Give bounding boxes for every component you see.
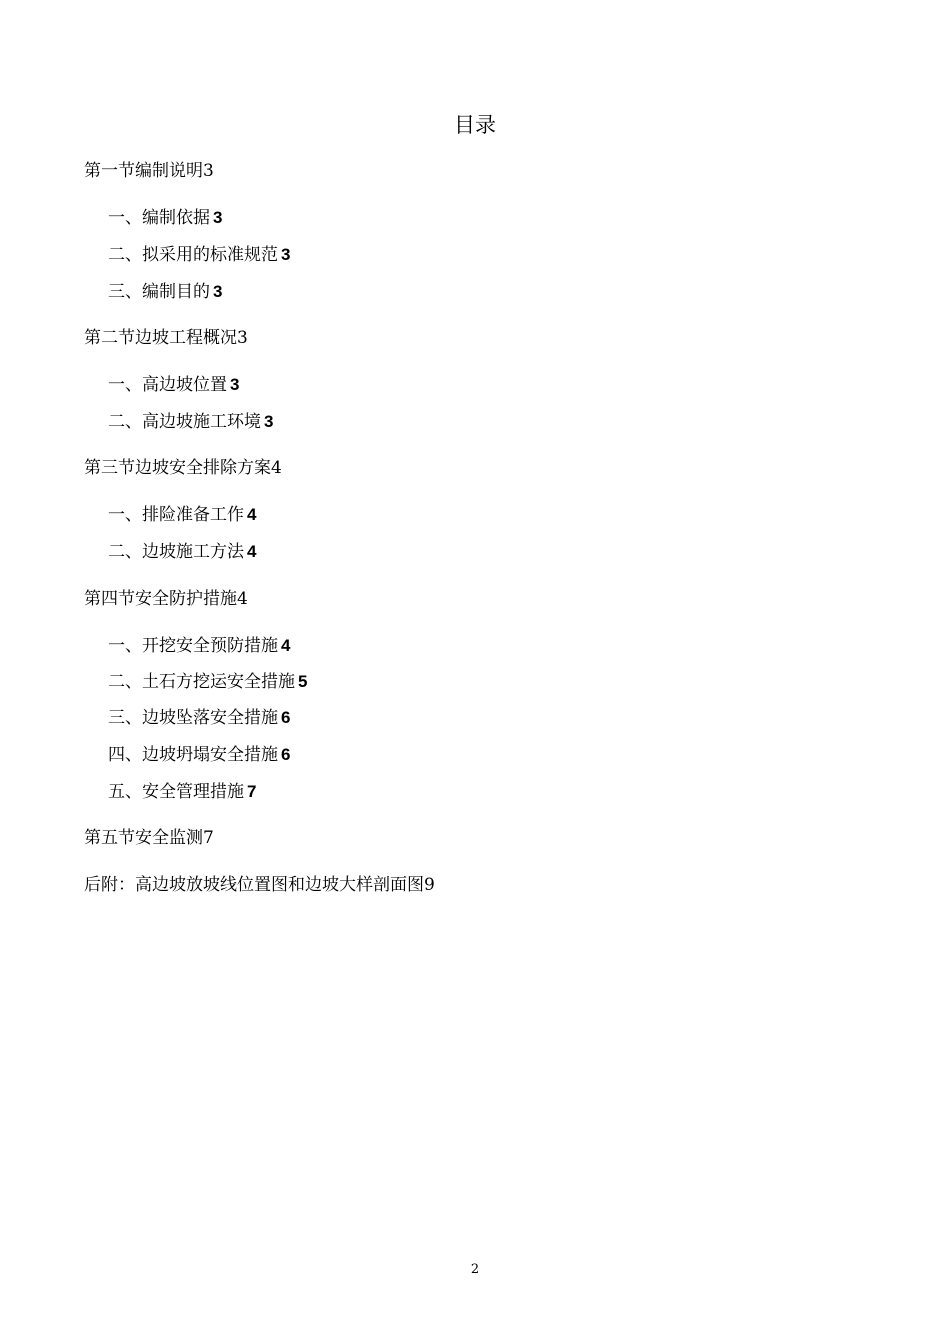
toc-entry-text: 五、安全管理措施 [108, 782, 244, 802]
toc-entry-subsection[interactable] [108, 780, 256, 804]
toc-title: 目录 [454, 113, 496, 137]
toc-entry-text: 一、编制依据 [108, 208, 210, 228]
toc-entry-subsection[interactable] [108, 634, 290, 658]
toc-entry-text: 第四节安全防护措施 [84, 589, 237, 609]
toc-entry-section-2[interactable] [84, 326, 248, 350]
toc-entry-page: 3 [264, 412, 274, 431]
toc-entry-section-1[interactable] [84, 159, 214, 183]
toc-entry-text: 二、拟采用的标准规范 [108, 245, 278, 265]
toc-entry-subsection[interactable] [108, 670, 307, 694]
toc-entry-page: 4 [281, 636, 291, 655]
toc-entry-page: 3 [203, 161, 214, 181]
toc-entry-text: 四、边坡坍塌安全措施 [108, 745, 278, 765]
toc-entry-page: 3 [213, 208, 223, 227]
toc-entry-page: 3 [213, 282, 223, 301]
toc-entry-page: 7 [247, 782, 257, 801]
toc-entry-subsection[interactable] [108, 243, 290, 267]
toc-entry-subsection[interactable] [108, 373, 239, 397]
toc-entry-subsection[interactable] [108, 503, 256, 527]
toc-entry-subsection[interactable] [108, 540, 256, 564]
toc-entry-text: 二、高边坡施工环境 [108, 412, 261, 432]
toc-entry-text: 三、边坡坠落安全措施 [108, 708, 278, 728]
toc-entry-text: 第五节安全监测 [84, 828, 203, 848]
toc-entry-page: 4 [247, 542, 257, 561]
toc-entry-subsection[interactable] [108, 410, 273, 434]
toc-entry-text: 一、排险准备工作 [108, 505, 244, 525]
toc-entry-text: 第一节编制说明 [84, 161, 203, 181]
toc-entry-text: 第二节边坡工程概况 [84, 328, 237, 348]
toc-entry-page: 4 [247, 505, 257, 524]
toc-entry-text: 一、开挖安全预防措施 [108, 636, 278, 656]
toc-entry-appendix[interactable] [84, 873, 435, 897]
page-number: 2 [470, 1262, 480, 1277]
toc-entry-subsection[interactable] [108, 706, 290, 730]
toc-entry-page: 9 [424, 875, 435, 895]
toc-entry-text: 三、编制目的 [108, 282, 210, 302]
toc-entry-page: 3 [237, 328, 248, 348]
toc-entry-page: 4 [271, 458, 282, 478]
toc-entry-section-4[interactable] [84, 587, 248, 611]
toc-entry-subsection[interactable] [108, 206, 222, 230]
toc-entry-section-5[interactable] [84, 826, 214, 850]
toc-entry-section-3[interactable] [84, 456, 282, 480]
toc-entry-page: 7 [203, 828, 214, 848]
toc-entry-page: 6 [281, 708, 291, 727]
toc-entry-text: 二、土石方挖运安全措施 [108, 672, 295, 692]
toc-entry-page: 5 [298, 672, 308, 691]
toc-entry-text: 第三节边坡安全排除方案 [84, 458, 271, 478]
toc-entry-subsection[interactable] [108, 743, 290, 767]
toc-entry-page: 4 [237, 589, 248, 609]
toc-entry-subsection[interactable] [108, 280, 222, 304]
toc-entry-page: 3 [230, 375, 240, 394]
toc-entry-text: 二、边坡施工方法 [108, 542, 244, 562]
toc-entry-text: 后附：高边坡放坡线位置图和边坡大样剖面图 [84, 875, 424, 895]
toc-entry-page: 3 [281, 245, 291, 264]
toc-entry-text: 一、高边坡位置 [108, 375, 227, 395]
toc-entry-page: 6 [281, 745, 291, 764]
